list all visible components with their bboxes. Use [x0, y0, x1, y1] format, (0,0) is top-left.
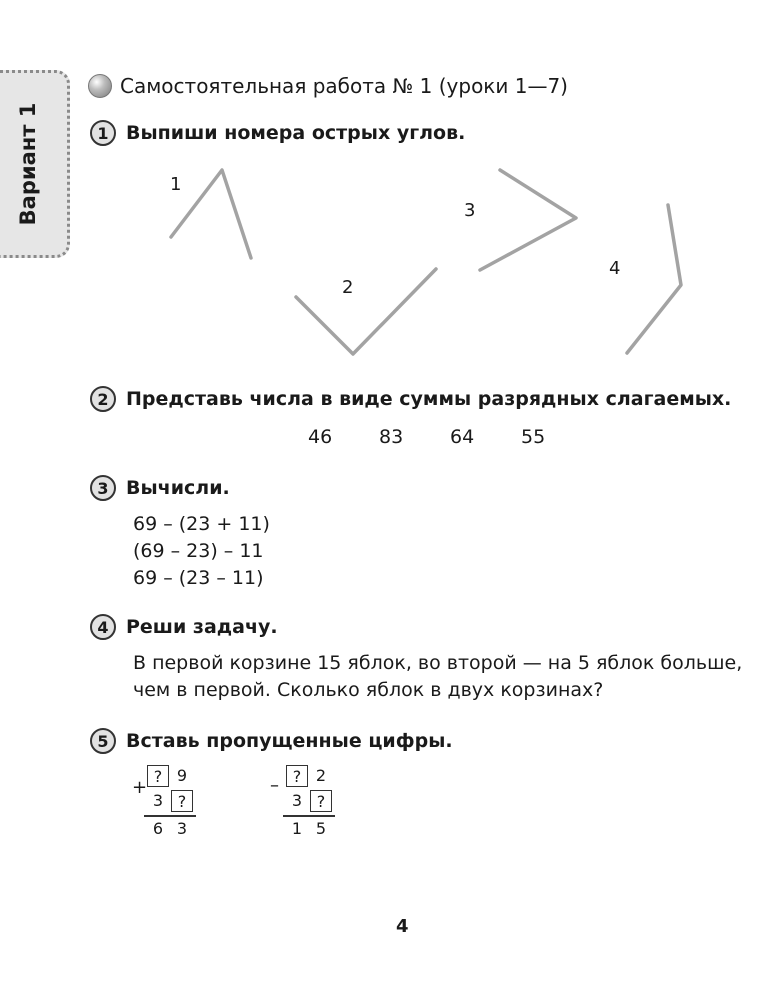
number-item: 83: [379, 426, 404, 448]
digit: 9: [176, 766, 188, 785]
task-number-4: 4: [90, 614, 116, 640]
digit: 3: [176, 819, 188, 838]
angle-label-2: 2: [342, 277, 354, 298]
missing-digit-box[interactable]: ?: [286, 765, 308, 787]
sum-line: [144, 815, 196, 817]
angle-label-4: 4: [609, 258, 621, 279]
problem-line: В первой корзине 15 яблок, во второй — на 5 яблок больше,: [133, 652, 743, 674]
digit: 2: [315, 766, 327, 785]
expression: 69 – (23 – 11): [133, 567, 264, 589]
task-3-text: Вычисли.: [126, 477, 230, 499]
page-number: 4: [396, 916, 409, 937]
task-1-text: Выпиши номера острых углов.: [126, 122, 466, 144]
task-3: [90, 475, 230, 501]
angle-label-1: 1: [170, 174, 182, 195]
expression: (69 – 23) – 11: [133, 540, 264, 562]
task-4-text: Реши задачу.: [126, 616, 278, 638]
task-number-3: 3: [90, 475, 116, 501]
missing-digit-box[interactable]: ?: [147, 765, 169, 787]
angle-1: [171, 170, 251, 258]
expression: 69 – (23 + 11): [133, 513, 270, 535]
number-item: 55: [521, 426, 546, 448]
digit: 3: [152, 791, 164, 810]
angle-4: [627, 205, 681, 353]
task-2: [90, 386, 731, 412]
task-2-text: Представь числа в виде суммы разрядных слагаемых.: [126, 388, 732, 410]
missing-digit-box[interactable]: ?: [310, 790, 332, 812]
variant-label: Вариант 1: [16, 102, 40, 226]
task-5: [90, 728, 453, 754]
angle-3: [480, 170, 576, 270]
number-item: 64: [450, 426, 475, 448]
difference-line: [283, 815, 335, 817]
subtraction-bottom-row: [286, 790, 334, 814]
task-5-text: Вставь пропущенные цифры.: [126, 730, 453, 752]
header-title: Самостоятельная работа № 1 (уроки 1—7): [120, 74, 568, 98]
task-number-5: 5: [90, 728, 116, 754]
missing-digit-box[interactable]: ?: [171, 790, 193, 812]
angle-2: [296, 269, 436, 354]
digit: 5: [315, 819, 327, 838]
addition-bottom-row: [147, 790, 195, 814]
addition-result-row: [147, 818, 195, 842]
addition-top-row: [147, 765, 195, 789]
plus-sign: +: [132, 777, 148, 798]
digit: 6: [152, 819, 164, 838]
task-number-1: 1: [90, 120, 116, 146]
subtraction-top-row: [286, 765, 334, 789]
digit: 3: [291, 791, 303, 810]
task-4: [90, 614, 278, 640]
task-number-2: 2: [90, 386, 116, 412]
angle-label-3: 3: [464, 200, 476, 221]
minus-sign: –: [270, 775, 279, 796]
digit: 1: [291, 819, 303, 838]
problem-line: чем в первой. Сколько яблок в двух корзинах?: [133, 679, 604, 701]
number-item: 46: [308, 426, 333, 448]
subtraction-result-row: [286, 818, 334, 842]
